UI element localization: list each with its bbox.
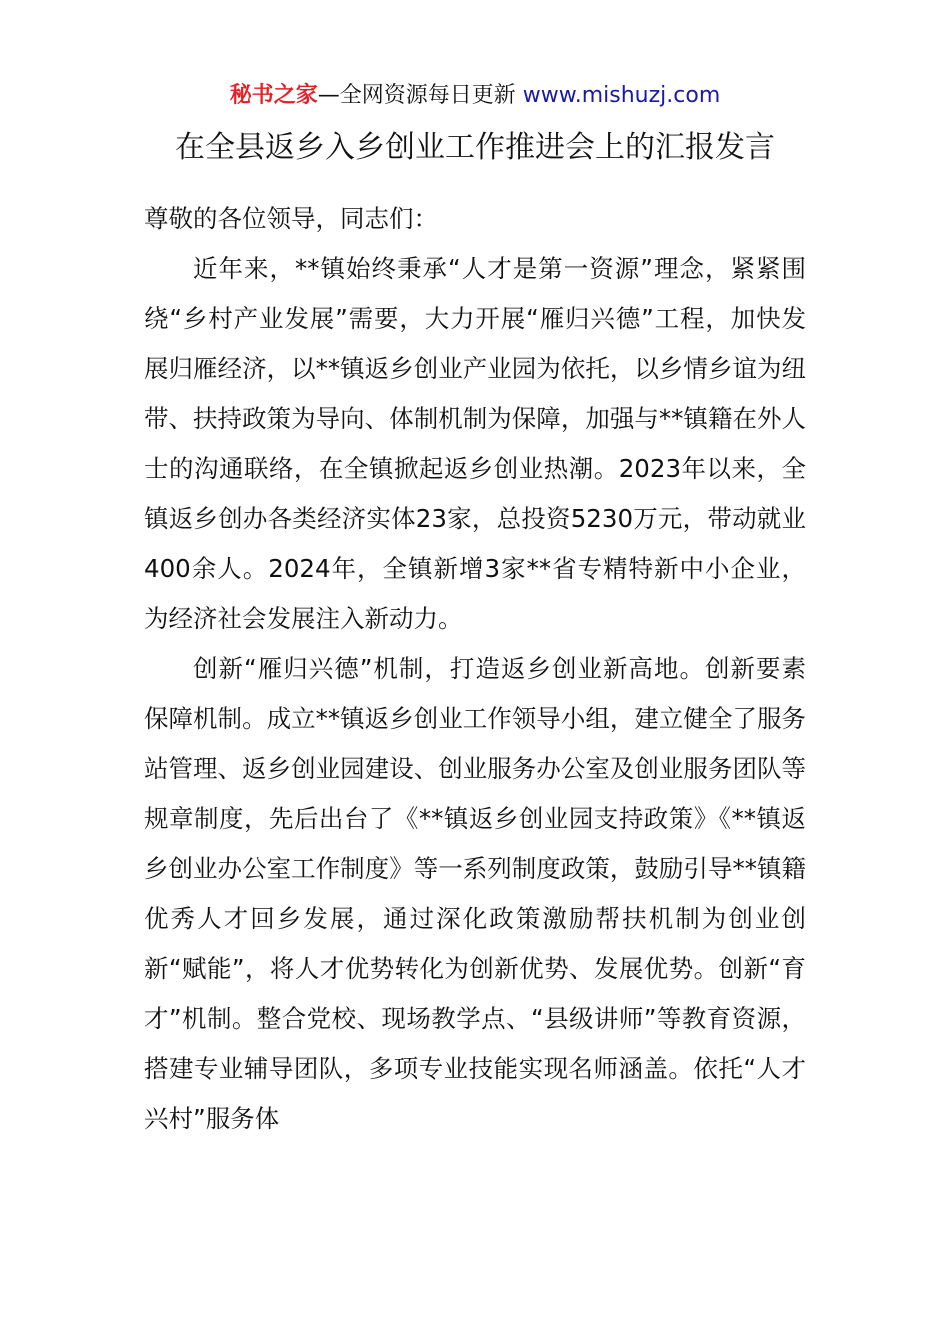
document-body [144, 194, 806, 1144]
site-tagline: —全网资源每日更新 [317, 83, 523, 108]
paragraph-2: 创新“雁归兴德”机制，打造返乡创业新高地。创新要素保障机制。成立**镇返乡创业工作领导小组，建立健全了服务站管理、返乡创业园建设、创业服务办公室及创业服务团队等规章制度，先后出台了《**镇返乡创业园支持政策》《**镇返乡创业办公室工作制度》等一系列制度政策，鼓励引导**镇籍优秀人才回乡发展，通过深化政策激励帮扶机制为创业创新“赋能”，将人才优势转化为创新优势、发展优势。创新“育才”机制。整合党校、现场教学点、“县级讲师”等教育资源，搭建专业辅导团队，多项专业技能实现名师涵盖。依托“人才兴村”服务体 [144, 654, 806, 1133]
site-brand: 秘书之家 [229, 83, 318, 108]
site-url[interactable]: www.mishuzj.com [522, 83, 721, 108]
paragraph-1: 近年来，**镇始终秉承“人才是第一资源”理念，紧紧围绕“乡村产业发展”需要，大力开展“雁归兴德”工程，加快发展归雁经济，以**镇返乡创业产业园为依托，以乡情乡谊为纽带、扶持政策为导向、体制机制为保障，加强与**镇籍在外人士的沟通联络，在全镇掀起返乡创业热潮。2023年以来，全镇返乡创办各类经济实体23家，总投资5230万元，带动就业400余人。2024年，全镇新增3家**省专精特新中小企业，为经济社会发展注入新动力。 [144, 254, 806, 633]
site-header [0, 80, 950, 112]
salutation: 尊敬的各位领导，同志们： [144, 204, 438, 233]
document-title: 在全县返乡入乡创业工作推进会上的汇报发言 [175, 130, 775, 165]
